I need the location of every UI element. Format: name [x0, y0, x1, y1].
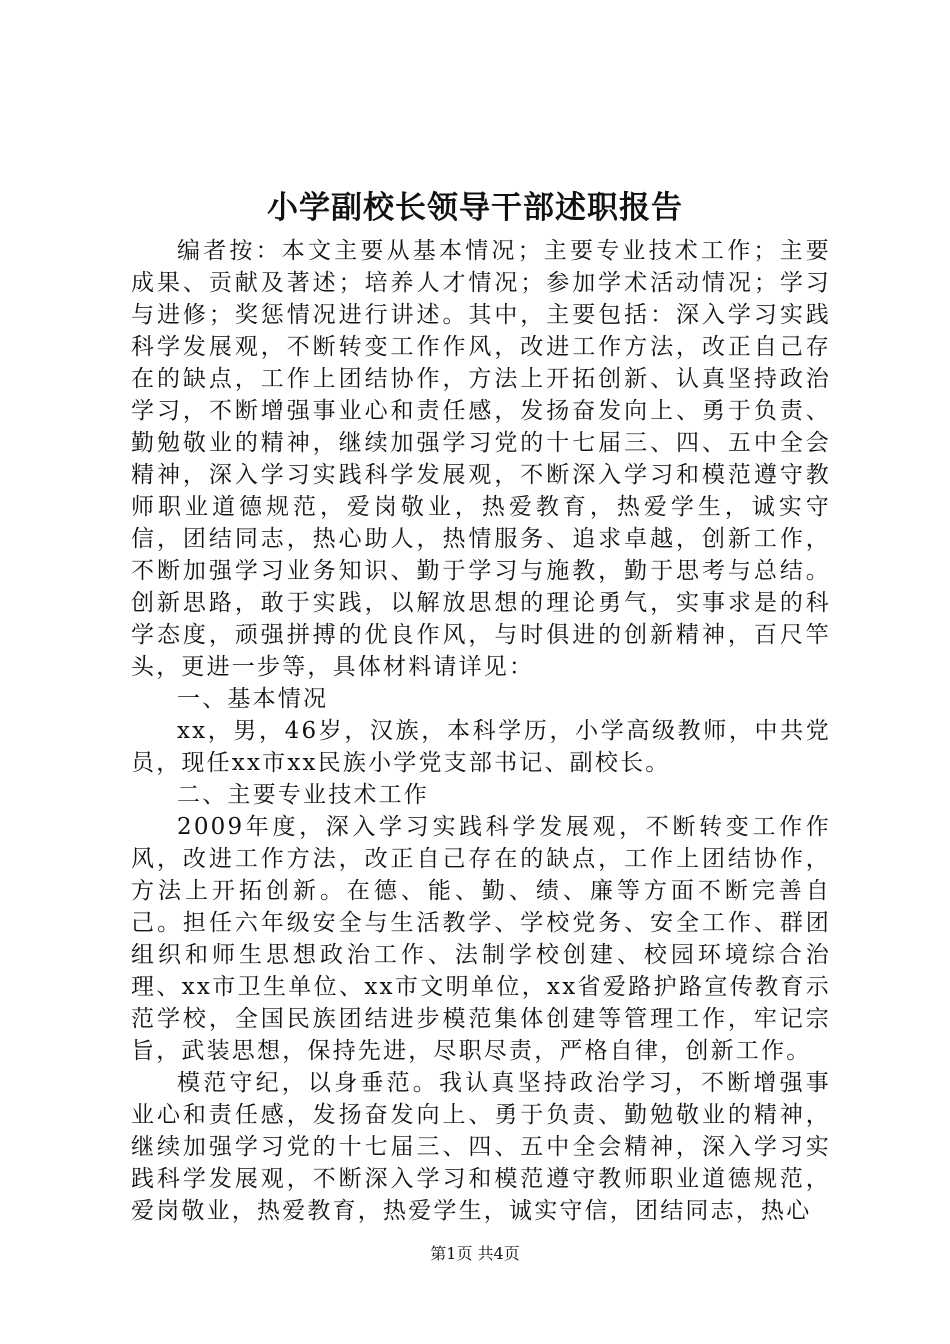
discipline-paragraph: 模范守纪，以身垂范。我认真坚持政治学习，不断增强事业心和责任感，发扬奋发向上、勇于负责、勤勉敬业的精神，继续加强学习党的十七届三、四、五中全会精神，深入学习实践科学发展观，不断深入学习和模范遵守教师职业道德规范，爱岗敬业，热爱教育，热爱学生，诚实守信，团结同志，热心	[131, 1070, 831, 1224]
page-footer: 第1页 共4页	[430, 1244, 520, 1263]
document-body	[131, 235, 831, 1227]
section-heading-main-work: 二、主要专业技术工作	[177, 782, 429, 808]
document-title: 小学副校长领导干部述职报告	[267, 190, 683, 226]
section-heading-basic-info: 一、基本情况	[177, 686, 329, 712]
main-work-paragraph: 2009年度，深入学习实践科学发展观，不断转变工作作风，改进工作方法，改正自己存在的缺点，工作上团结协作，方法上开拓创新。在德、能、勤、绩、廉等方面不断完善自己。担任六年级安全与生活教学、学校党务、安全工作、群团组织和师生思想政治工作、法制学校创建、校园环境综合治理、xx市卫生单位、xx市文明单位，xx省爱路护路宣传教育示范学校，全国民族团结进步模范集体创建等管理工作，牢记宗旨，武装思想，保持先进，尽职尽责，严格自律，创新工作。	[131, 814, 831, 1064]
editor-note-paragraph: 编者按：本文主要从基本情况；主要专业技术工作；主要成果、贡献及著述；培养人才情况；参加学术活动情况；学习与进修；奖惩情况进行讲述。其中，主要包括：深入学习实践科学发展观，不断转变工作作风，改进工作方法，改正自己存在的缺点，工作上团结协作，方法上开拓创新、认真坚持政治学习，不断增强事业心和责任感，发扬奋发向上、勇于负责、勤勉敬业的精神，继续加强学习党的十七届三、四、五中全会精神，深入学习实践科学发展观，不断深入学习和模范遵守教师职业道德规范，爱岗敬业，热爱教育，热爱学生，诚实守信，团结同志，热心助人，热情服务、追求卓越，创新工作，不断加强学习业务知识、勤于学习与施教，勤于思考与总结。创新思路，敢于实践，以解放思想的理论勇气，实事求是的科学态度，顽强拼搏的优良作风，与时俱进的创新精神，百尺竿头，更进一步等，具体材料请详见：	[131, 238, 831, 680]
basic-info-paragraph: xx，男，46岁，汉族，本科学历，小学高级教师，中共党员，现任xx市xx民族小学党支部书记、副校长。	[131, 718, 831, 776]
